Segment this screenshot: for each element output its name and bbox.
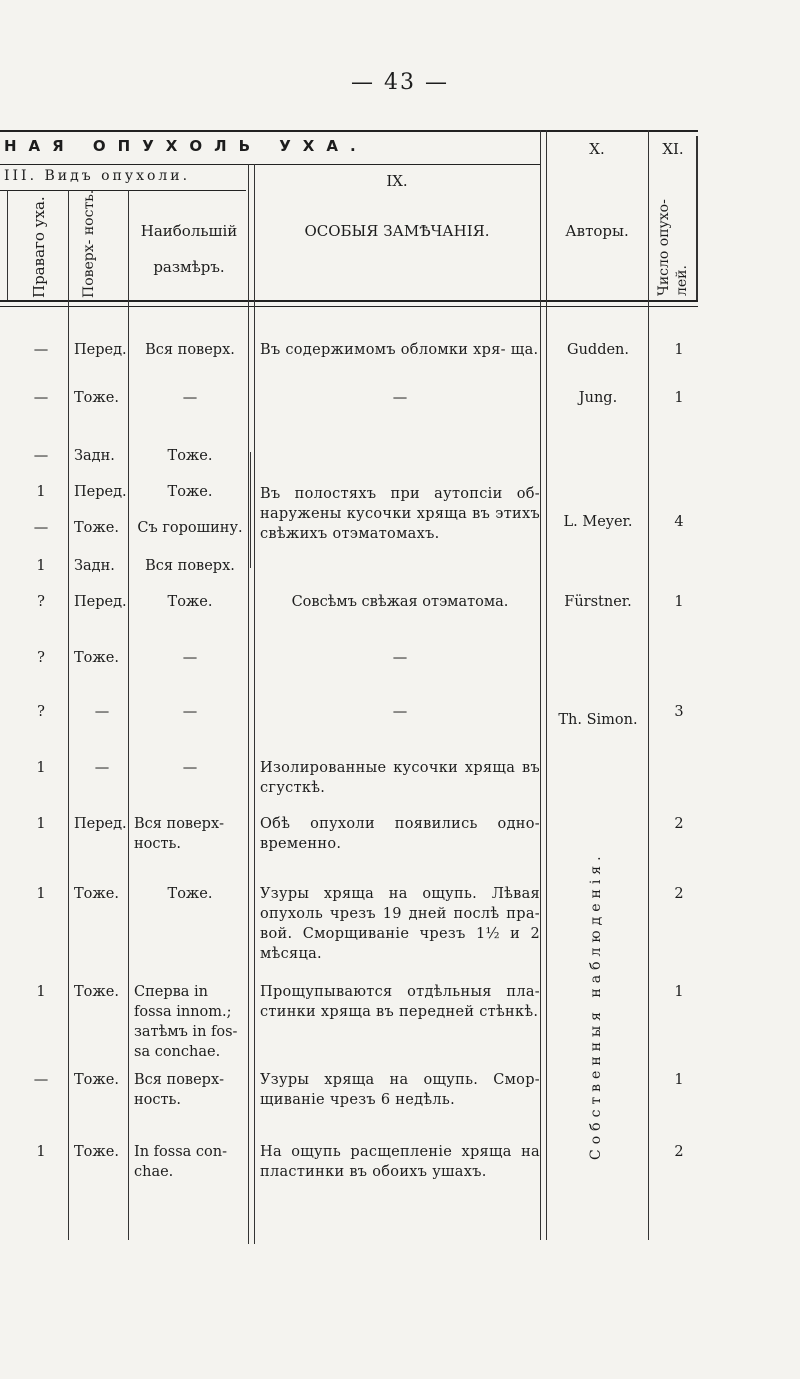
row-4-count: 4 [674,514,684,530]
row-0-remark: Въ содержимомъ обломки хря- ща. [260,342,539,358]
row-0-poverkh: Перед. [74,342,127,358]
col-naib-head-2: размѣръ. [153,258,225,276]
row-12-poverkh: Тоже. [74,984,119,1000]
col-naib-head-1: Наибольшій [140,222,238,240]
row-12-remark: Прощупываются отдѣльныя пла- стинки хряща въ передней стѣнкѣ. [260,984,540,1020]
row-11-size: Тоже. [167,886,213,902]
row-1-count: 1 [674,390,684,406]
v-rule-1 [7,190,8,300]
row-11-remark: Узуры хряща на ощупь. Лѣвая опухоль чрезъ 19 дней послѣ пра- вой. Сморщиваніе чрезъ 1½ и 2 мѣсяца. [260,886,540,962]
row-13-poverkh: Тоже. [74,1072,119,1088]
row-3-poverkh: Перед. [74,484,127,500]
row-10-poverkh: Перед. [74,816,127,832]
row-6-praw: ? [37,594,45,610]
row-0-praw: — [33,342,49,358]
col-xi-num: XI. [662,140,684,158]
col-poverkh-head: Поверх- ность. [81,189,97,298]
row-10-size: Вся поверх- ность. [134,816,225,852]
group-brace-left [250,452,257,568]
row-3-praw: 1 [36,484,46,500]
row-5-poverkh: Задн. [74,558,115,574]
row-9-size: — [182,760,198,776]
col-ix-head: ОСОБЫЯ ЗАМѢЧАНІЯ. [304,222,490,240]
row-7-size: — [182,650,198,666]
row-4-author: L. Meyer. [563,514,633,530]
vid-under-rule [0,190,246,191]
row-7-poverkh: Тоже. [74,650,119,666]
row-14-count: 2 [674,1144,684,1160]
title-under-rule [0,164,540,165]
col-praw-head: Праваго уха. [30,196,48,298]
row-1-remark: — [392,390,408,406]
v-rule-9 [696,136,698,300]
row-10-remark: Обѣ опухоли появились одно- временно. [260,816,540,852]
row-14-remark: На ощупь расщепленіе хряща на пластинки въ обоихъ ушахъ. [260,1144,540,1180]
row-4-size: Съ горошину. [137,520,243,536]
page-number: — 43 — [351,70,449,95]
row-9-remark: Изолированные кусочки хряща въ сгусткѣ. [260,760,540,796]
row-0-size: Вся поверх. [145,342,235,358]
row-11-count: 2 [674,886,684,902]
row-4-poverkh: Тоже. [74,520,119,536]
row-8-count: 3 [674,704,684,720]
own-obs-brace [546,820,553,1180]
row-0-count: 1 [674,342,684,358]
row-1-poverkh: Тоже. [74,390,119,406]
header-bottom-rule-2 [0,306,698,307]
row-13-size: Вся поверх- ность. [134,1072,225,1108]
own-observations-label: Собственныя наблюденія. [588,851,604,1160]
row-10-praw: 1 [36,816,46,832]
col-x-head: Авторы. [565,222,629,240]
table-title: НАЯ ОПУХОЛЬ УХА. [4,137,368,155]
row-14-size: In fossa con- chae. [134,1144,227,1180]
row-5-praw: 1 [36,558,46,574]
row-3-size: Тоже. [167,484,213,500]
row-12-count: 1 [674,984,684,1000]
row-13-remark: Узуры хряща на ощупь. Смор- щиваніе чрезъ 6 недѣль. [260,1072,540,1108]
row-7-remark: — [392,650,408,666]
v-rule-5 [254,164,255,1244]
top-rule [0,130,698,132]
v-rule-6 [540,130,541,1240]
row-1-size: — [182,390,198,406]
col-ix-num: IX. [386,172,408,190]
row-2-poverkh: Задн. [74,448,115,464]
row-9-poverkh: — [94,760,110,776]
row-8-praw: ? [37,704,45,720]
row-6-count: 1 [674,594,684,610]
v-rule-4 [248,164,249,1244]
row-8-size: — [182,704,198,720]
row-11-praw: 1 [36,886,46,902]
row-6-poverkh: Перед. [74,594,127,610]
header-bottom-rule [0,300,698,302]
row-0-author: Gudden. [566,342,629,358]
row-9-praw: 1 [36,760,46,776]
v-rule-8 [648,130,649,1240]
row-8-poverkh: — [94,704,110,720]
row-2-size: Тоже. [167,448,213,464]
row-14-praw: 1 [36,1144,46,1160]
row-6-remark: Совсѣмъ свѣжая отэматома. [291,594,509,610]
row-14-poverkh: Тоже. [74,1144,119,1160]
row-1-praw: — [33,390,49,406]
col-x-num: X. [589,140,605,158]
row-4-praw: — [33,520,49,536]
row-12-praw: 1 [36,984,46,1000]
row-6-size: Тоже. [167,594,213,610]
row-7-praw: ? [37,650,45,666]
row-11-poverkh: Тоже. [74,886,119,902]
row-8-remark: — [392,704,408,720]
col-vid-head: III. Видъ опухоли. [4,168,191,184]
row-6-author: Fürstner. [564,594,632,610]
row-13-count: 1 [674,1072,684,1088]
col-xi-head: Число опухо- лей. [656,199,690,296]
row-12-size: Сперва in fossa innom.; затѣмъ in fos- sa conchae. [134,984,238,1060]
row-1-author: Jung. [578,390,618,406]
row-13-praw: — [33,1072,49,1088]
row-8-author: Th. Simon. [558,712,638,728]
row-10-count: 2 [674,816,684,832]
row-4-remark: Въ полостяхъ при аутопсіи об- наружены кусочки хряща въ этихъ свѣжихъ отэматомахъ. [260,486,540,542]
row-5-size: Вся поверх. [145,558,235,574]
row-2-praw: — [33,448,49,464]
